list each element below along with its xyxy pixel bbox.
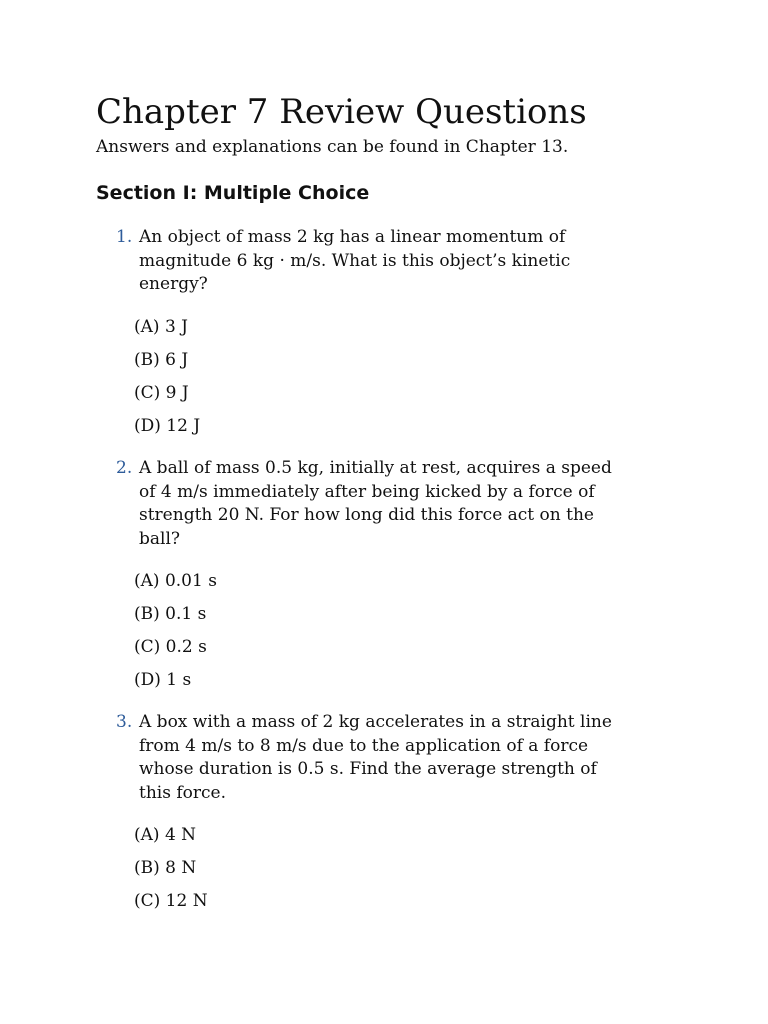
question-text [139,457,679,551]
question-number: 2. [116,458,133,478]
question-number: 1. [116,227,133,247]
question-text-line: A box with a mass of 2 kg accelerates in a straight line [139,712,612,732]
answer-choice: (C) 12 N [134,891,208,911]
answer-choice: (A) 4 N [134,825,197,845]
question-text [139,226,679,297]
answer-choice: (A) 0.01 s [134,571,217,591]
page-title: Chapter 7 Review Questions [96,92,587,132]
question-text-line: of 4 m/s immediately after being kicked by a force of [139,481,595,502]
answer-choice: (A) 3 J [134,317,188,337]
question-text [139,711,679,805]
question-number: 3. [116,712,133,732]
answer-choice: (D) 12 J [134,416,201,436]
question-text-line: from 4 m/s to 8 m/s due to the application of a force [139,735,589,756]
question-text-line: An object of mass 2 kg has a linear momentum of [139,227,566,247]
answer-choice: (B) 8 N [134,858,197,878]
question-text-line: magnitude 6 kg · m/s. What is this object’s kinetic [139,250,571,271]
answer-choice: (B) 0.1 s [134,604,207,624]
page-subtitle: Answers and explanations can be found in Chapter 13. [96,137,569,157]
question-text-line: this force. [139,782,226,803]
answer-choice: (B) 6 J [134,350,189,370]
question-text-line: A ball of mass 0.5 kg, initially at rest, acquires a speed [139,458,612,478]
answer-choice: (D) 1 s [134,670,192,690]
question-text-line: energy? [139,274,208,294]
answer-choice: (C) 0.2 s [134,637,207,657]
question-text-line: strength 20 N. For how long did this force act on the [139,505,594,525]
section-heading: Section I: Multiple Choice [96,182,370,204]
answer-choice: (C) 9 J [134,383,189,403]
question-text-line: ball? [139,528,181,549]
question-text-line: whose duration is 0.5 s. Find the average strength of [139,759,597,779]
